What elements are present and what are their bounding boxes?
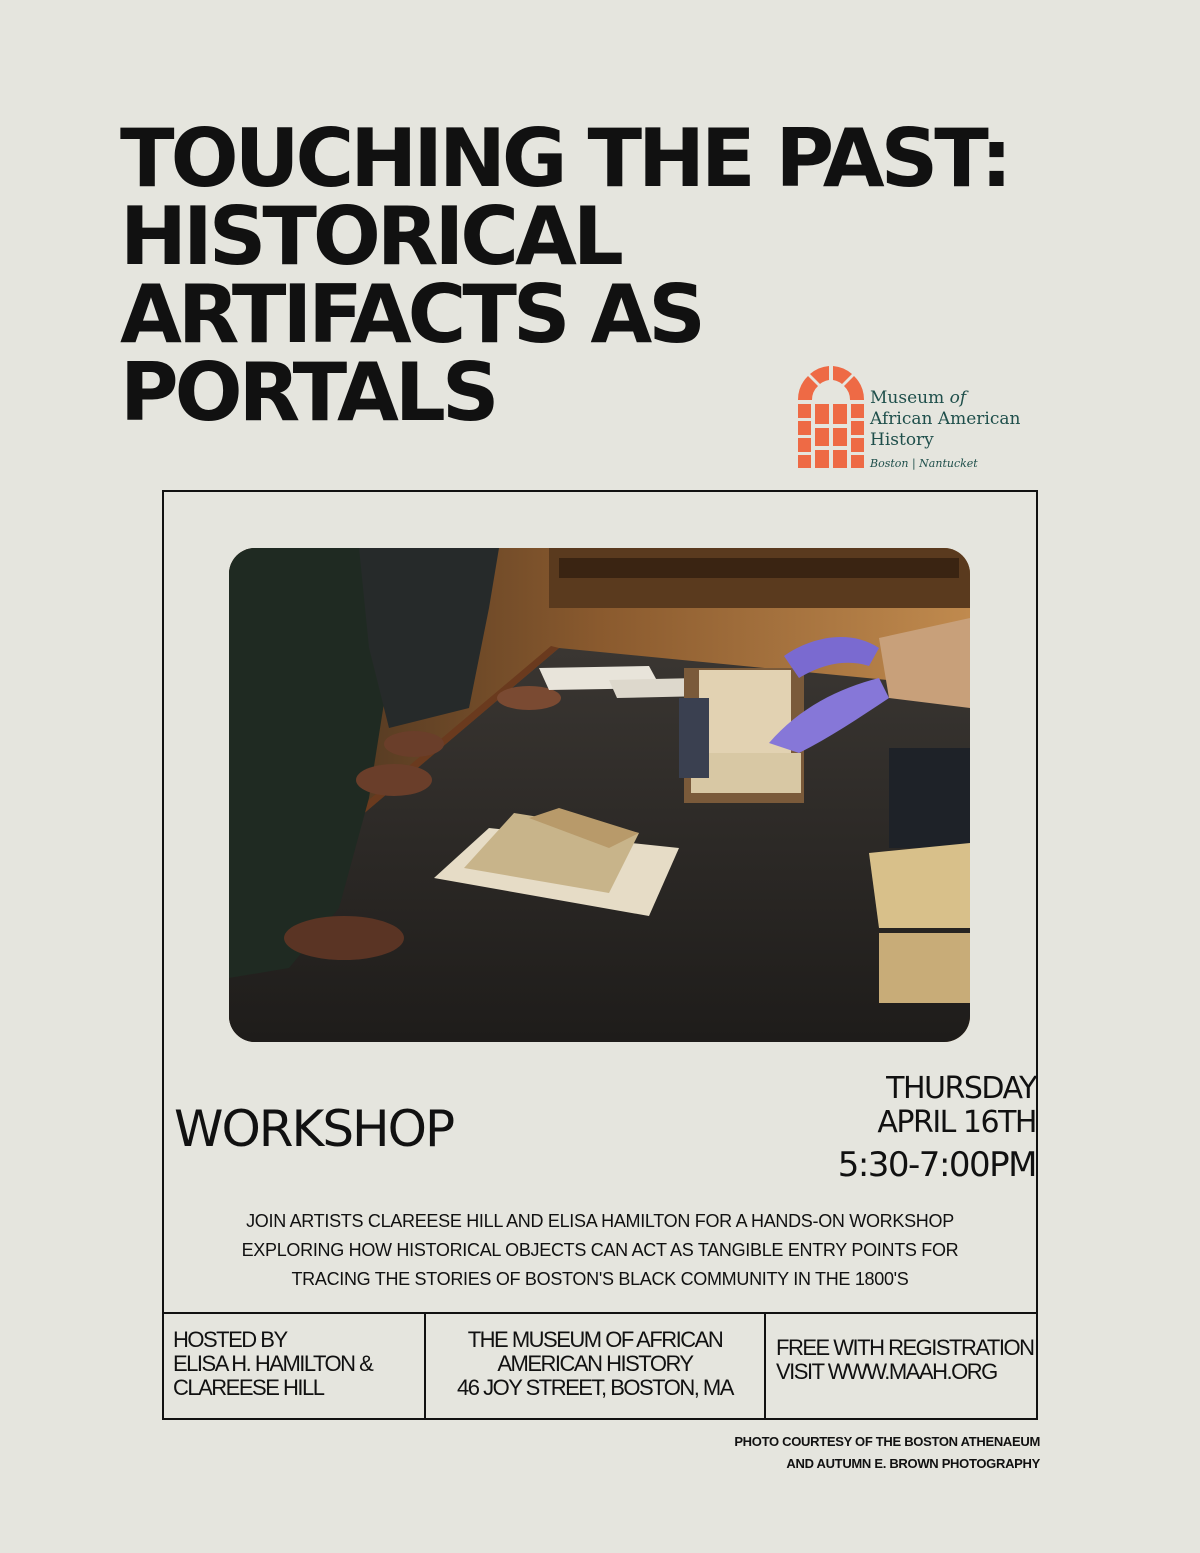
registration-line: FREE WITH REGISTRATION [776, 1335, 1034, 1360]
museum-name-line: African American [870, 409, 1021, 429]
title-line: TOUCHING THE PAST: [120, 112, 1009, 205]
event-datetime [838, 1072, 1036, 1188]
credit-line: AND AUTUMN E. BROWN PHOTOGRAPHY [786, 1456, 1040, 1471]
hosts-line: CLAREESE HILL [173, 1375, 324, 1400]
event-day: THURSDAY [886, 1071, 1036, 1106]
event-description [162, 1207, 1038, 1294]
registration-link[interactable]: VISIT WWW.MAAH.ORG [776, 1359, 997, 1384]
hosts-line: ELISA H. HAMILTON & [173, 1351, 373, 1376]
venue-line: AMERICAN HISTORY [497, 1351, 693, 1376]
museum-name-line: History [870, 430, 934, 450]
hosts-cell [162, 1314, 426, 1420]
arch-window-icon [796, 364, 866, 470]
registration-cell [766, 1314, 1038, 1420]
event-type: WORKSHOP [174, 1100, 454, 1158]
photo-credit [734, 1431, 1040, 1475]
description-line: JOIN ARTISTS CLAREESE HILL AND ELISA HAMILTON FOR A HANDS-ON WORKSHOP [246, 1211, 954, 1231]
credit-line: PHOTO COURTESY OF THE BOSTON ATHENAEUM [734, 1434, 1040, 1449]
title-line: PORTALS [120, 346, 496, 439]
description-line: EXPLORING HOW HISTORICAL OBJECTS CAN ACT AS TANGIBLE ENTRY POINTS FOR [241, 1240, 959, 1260]
venue-cell [426, 1314, 766, 1420]
museum-cities: Boston | Nantucket [870, 457, 978, 470]
hosts-line: HOSTED BY [173, 1327, 287, 1352]
title-line: HISTORICAL [120, 190, 620, 283]
museum-name [870, 388, 1020, 470]
venue-line: 46 JOY STREET, BOSTON, MA [457, 1375, 733, 1400]
museum-logo [796, 364, 1056, 474]
info-row [162, 1312, 1038, 1420]
event-photo [229, 548, 970, 1042]
museum-name-line: Museum of [870, 388, 967, 408]
title-line: ARTIFACTS AS [120, 268, 702, 361]
event-date: APRIL 16TH [877, 1105, 1036, 1140]
description-line: TRACING THE STORIES OF BOSTON'S BLACK COMMUNITY IN THE 1800'S [291, 1269, 909, 1289]
event-time: 5:30-7:00PM [837, 1145, 1036, 1185]
venue-line: THE MUSEUM OF AFRICAN [467, 1327, 723, 1352]
